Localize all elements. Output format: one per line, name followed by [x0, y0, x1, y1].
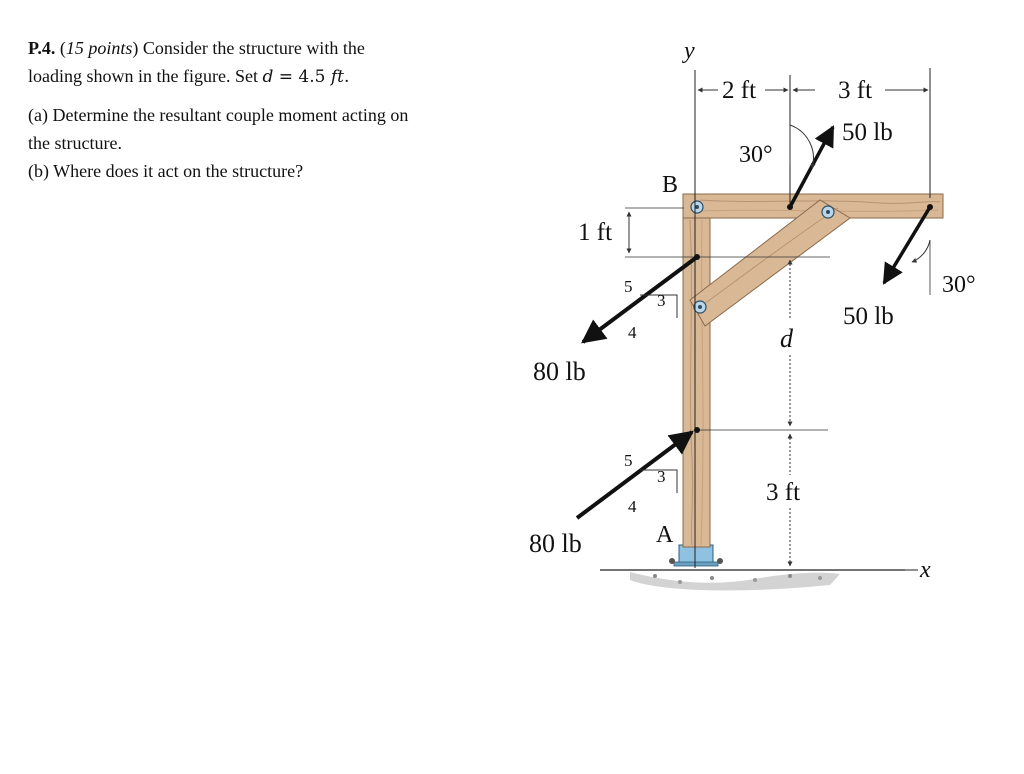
dim-2ft-label: 2 ft: [722, 77, 757, 104]
slope-upper-run: 4: [628, 323, 637, 342]
force-right-label: 50 lb: [843, 303, 894, 330]
angle-right-label: 30°: [942, 272, 976, 298]
var-d: d: [262, 67, 274, 87]
dim-3ft-side-label: 3 ft: [766, 479, 801, 506]
dim-1ft-label: 1 ft: [578, 219, 613, 246]
dim-3ft-top-label: 3 ft: [838, 77, 873, 104]
point-a-label: A: [656, 522, 674, 548]
part-a-line-2: the structure.: [28, 133, 122, 153]
dim-d-label: d: [780, 324, 793, 353]
force-top-label: 50 lb: [842, 119, 893, 146]
slope-lower-hyp: 5: [624, 451, 633, 470]
y-axis-label: y: [684, 38, 695, 64]
slope-upper-hyp: 5: [624, 277, 633, 296]
period: .: [343, 67, 350, 87]
force-upper-left-label: 80 lb: [533, 357, 586, 386]
force-lower-80lb: [577, 427, 700, 518]
part-a-line-1: (a) Determine the resultant couple moment acting on: [28, 105, 409, 125]
intro-rest: ) Consider the structure with the: [132, 38, 365, 58]
base-support: [669, 545, 723, 566]
slope-lower-run: 4: [628, 497, 637, 516]
force-upper-80lb: [583, 254, 700, 342]
open-paren: (: [59, 38, 66, 58]
ground: [600, 570, 905, 590]
line2-pre: loading shown in the figure. Set: [28, 66, 263, 86]
equals-value: = 4.5: [273, 67, 331, 87]
slope-upper-rise: 3: [657, 291, 666, 310]
x-axis-label: x: [920, 557, 931, 583]
part-b: (b) Where does it act on the structure?: [28, 161, 304, 181]
point-b-label: B: [662, 172, 679, 198]
unit-ft: ft: [330, 67, 344, 87]
points-value: 15 points: [65, 38, 133, 58]
force-lower-left-label: 80 lb: [529, 529, 582, 558]
diagonal-brace: [690, 200, 850, 326]
slope-lower-rise: 3: [657, 467, 666, 486]
angle-top-label: 30°: [739, 142, 773, 168]
problem-label: P.4.: [28, 38, 56, 58]
